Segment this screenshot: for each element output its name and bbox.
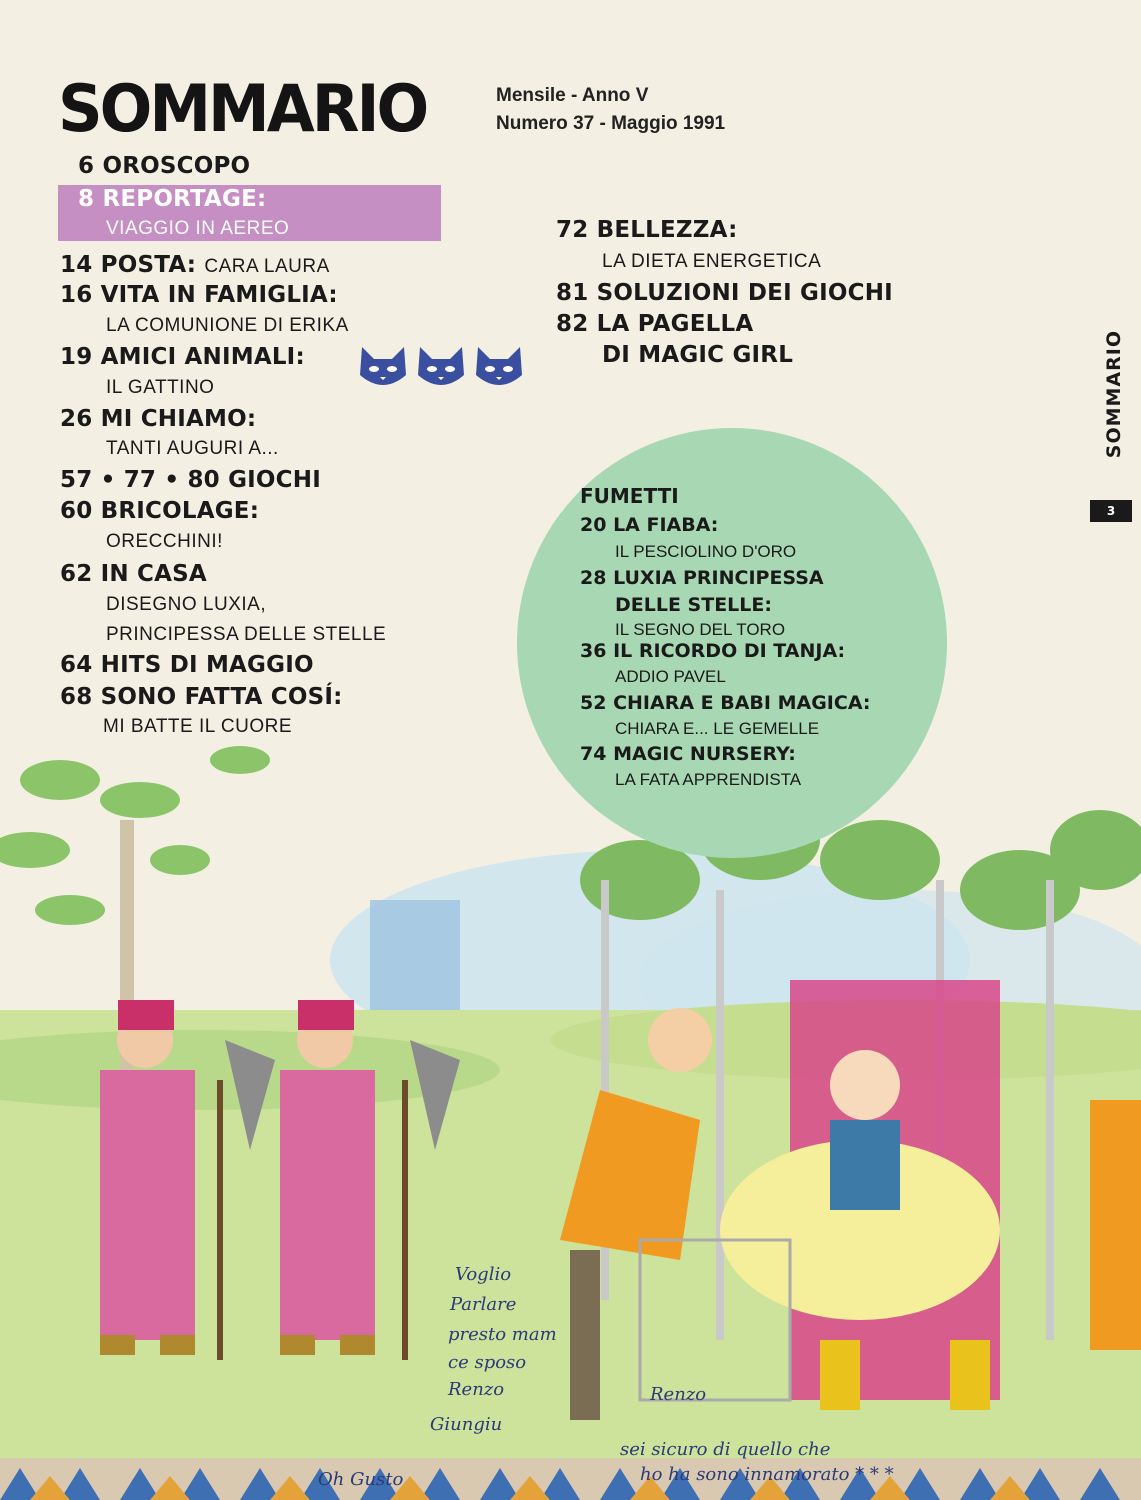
toc-entry-pagella[interactable]: 82 LA PAGELLA <box>556 311 754 337</box>
cat-icon <box>474 345 524 391</box>
fairy-tale-illustration <box>0 740 1141 1500</box>
toc-entry-soluzioni[interactable]: 81 SOLUZIONI DEI GIOCHI <box>556 280 893 306</box>
toc-sub-bellezza: LA DIETA ENERGETICA <box>602 251 822 272</box>
toc-sub-mi-chiamo: TANTI AUGURI A... <box>106 438 279 459</box>
toc-entry-giochi[interactable]: 57 • 77 • 80 GIOCHI <box>60 467 321 493</box>
toc-sub-in-casa-2: PRINCIPESSA DELLE STELLE <box>106 624 387 645</box>
fumetti-sub-tanja: ADDIO PAVEL <box>615 667 726 686</box>
fumetti-entry-luxia-line2: DELLE STELLE: <box>615 594 772 616</box>
toc-sub-in-casa-1: DISEGNO LUXIA, <box>106 594 267 615</box>
handwritten-note-1-line3: presto mam <box>448 1324 557 1345</box>
fumetti-entry-luxia[interactable]: 28 LUXIA PRINCIPESSA <box>580 567 824 589</box>
side-tab-label: SOMMARIO <box>1103 330 1125 459</box>
fumetti-sub-nursery: LA FATA APPRENDISTA <box>615 770 802 789</box>
handwritten-note-2: Giungiu <box>430 1414 503 1435</box>
issue-info <box>496 82 725 138</box>
toc-entry-amici-animali[interactable]: 19 AMICI ANIMALI: <box>60 344 305 370</box>
page-title: SOMMARIO <box>58 70 427 147</box>
toc-entry-hits-di-maggio[interactable]: 64 HITS DI MAGGIO <box>60 652 314 678</box>
cat-icon <box>358 345 408 391</box>
fumetti-heading: FUMETTI <box>580 484 679 508</box>
cat-icon <box>416 345 466 391</box>
toc-sub-vita-in-famiglia: LA COMUNIONE DI ERIKA <box>106 315 349 336</box>
toc-sub-amici-animali: IL GATTINO <box>106 377 215 398</box>
toc-entry-in-casa[interactable]: 62 IN CASA <box>60 561 207 587</box>
handwritten-note-1-line5: Renzo <box>448 1379 505 1400</box>
toc-sub-bricolage: ORECCHINI! <box>106 531 223 552</box>
fumetti-sub-luxia: IL SEGNO DEL TORO <box>615 620 786 639</box>
decorative-border <box>0 1458 1141 1500</box>
fumetti-entry-tanja[interactable]: 36 IL RICORDO DI TANJA: <box>580 640 846 662</box>
toc-entry-posta[interactable]: 14 POSTA: CARA LAURA <box>60 252 330 278</box>
fumetti-sub-fiaba: IL PESCIOLINO D'ORO <box>615 542 797 561</box>
toc-sub-reportage: VIAGGIO IN AEREO <box>106 218 290 239</box>
fumetti-entry-chiara[interactable]: 52 CHIARA E BABI MAGICA: <box>580 692 871 714</box>
handwritten-note-1-line2: Parlare <box>450 1294 517 1315</box>
toc-entry-vita-in-famiglia[interactable]: 16 VITA IN FAMIGLIA: <box>60 282 338 308</box>
fumetti-sub-chiara: CHIARA E... LE GEMELLE <box>615 719 820 738</box>
toc-entry-mi-chiamo[interactable]: 26 MI CHIAMO: <box>60 406 257 432</box>
page-number: 3 <box>1090 500 1132 522</box>
toc-entry-pagella-line2: DI MAGIC GIRL <box>602 342 794 368</box>
handwritten-note-3: Oh Gusto <box>318 1469 404 1490</box>
toc-entry-oroscopo[interactable]: 6 OROSCOPO <box>78 153 251 179</box>
handwritten-note-2b: Renzo <box>650 1384 707 1405</box>
cat-rating <box>358 345 524 391</box>
handwritten-note-1-line1: Voglio <box>455 1264 512 1285</box>
toc-entry-bricolage[interactable]: 60 BRICOLAGE: <box>60 498 260 524</box>
issue-line-2: Numero 37 - Maggio 1991 <box>496 113 726 134</box>
fumetti-entry-nursery[interactable]: 74 MAGIC NURSERY: <box>580 743 796 765</box>
handwritten-note-5: ho ha sono innamorato * * * <box>640 1464 894 1485</box>
handwritten-note-1-line4: ce sposo <box>448 1352 527 1373</box>
toc-entry-bellezza[interactable]: 72 BELLEZZA: <box>556 217 738 243</box>
issue-line-1: Mensile - Anno V <box>496 85 649 106</box>
fumetti-entry-fiaba[interactable]: 20 LA FIABA: <box>580 514 719 536</box>
handwritten-note-4: sei sicuro di quello che <box>620 1439 831 1460</box>
toc-entry-sono-fatta-cosi[interactable]: 68 SONO FATTA COSÍ: <box>60 684 343 710</box>
toc-sub-sono-fatta-cosi: MI BATTE IL CUORE <box>103 716 293 737</box>
toc-entry-reportage[interactable]: 8 REPORTAGE: <box>78 186 267 212</box>
